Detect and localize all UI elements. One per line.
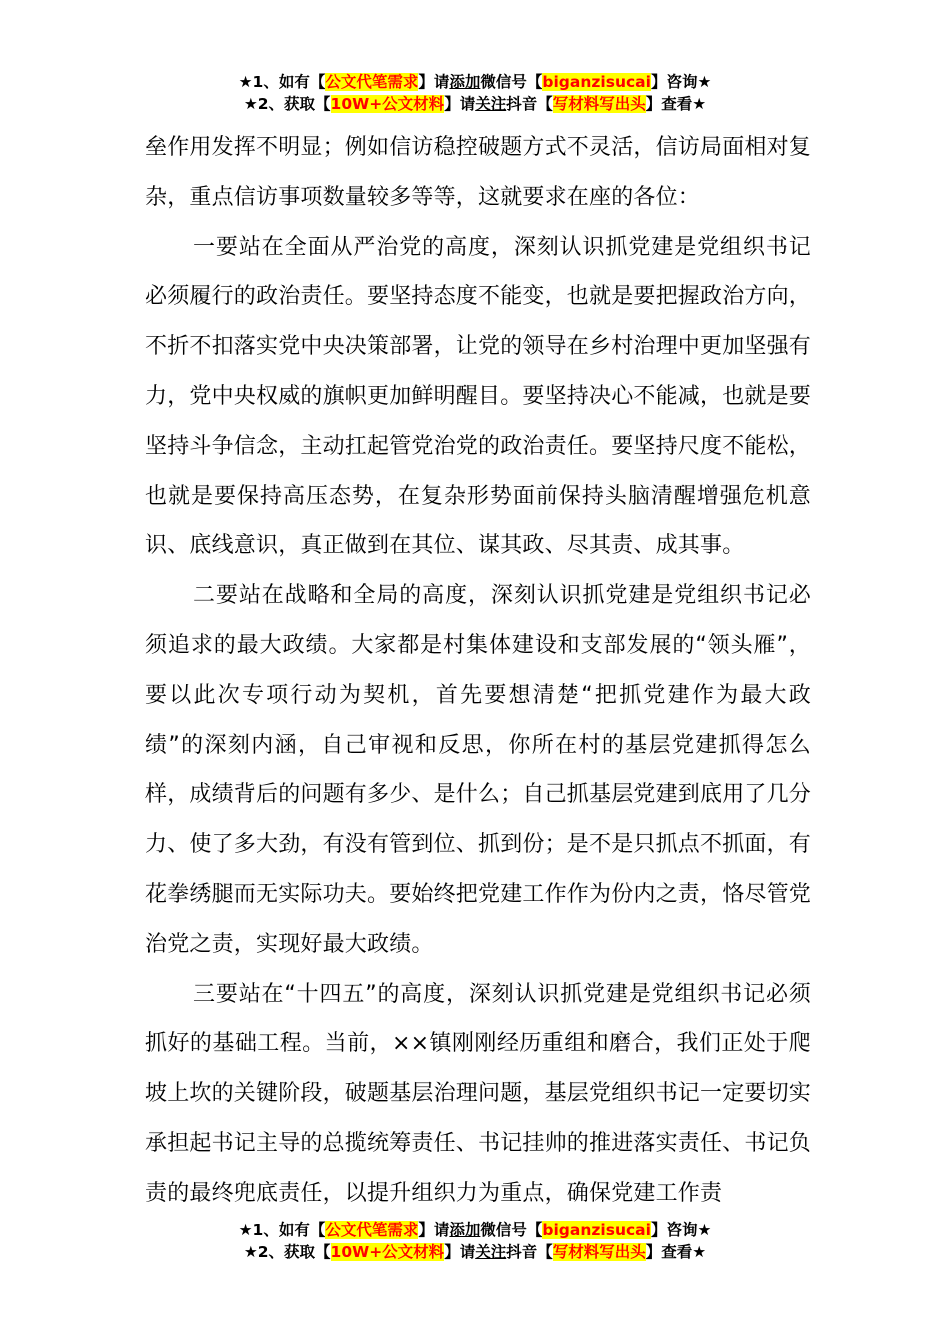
paragraph-continuation: 垒作用发挥不明显；例如信访稳控破题方式不灵活，信访局面相对复杂，重点信访事项数量较多等等，这就要求在座的各位： xyxy=(145,135,812,210)
paragraph-point-two: 二要站在战略和全局的高度，深刻认识抓党建是党组织书记必须追求的最大政绩。大家都是村集体建设和支部发展的“领头雁”，要以此次专项行动为契机，首先要想清楚“把抓党建作为最大政绩”的深刻内涵，自己审视和反思，你所在村的基层党建抓得怎么样，成绩背后的问题有多少、是什么；自己抓基层党建到底用了几分力、使了多大劲，有没有管到位、抓到份；是不是只抓点不抓面，有花拳绣腿而无实际功夫。要始终把党建工作作为份内之责，恪尽管党治党之责，实现好最大政绩。 xyxy=(145,583,812,957)
paragraph-point-one: 一要站在全面从严治党的高度，深刻认识抓党建是党组织书记必须履行的政治责任。要坚持态度不能变，也就是要把握政治方向，不折不扣落实党中央决策部署，让党的领导在乡村治理中更加坚强有力，党中央权威的旗帜更加鲜明醒目。要坚持决心不能减，也就是要坚持斗争信念，主动扛起管党治党的政治责任。要坚持尺度不能松，也就是要保持高压态势，在复杂形势面前保持头脑清醒增强危机意识、底线意识，真正做到在其位、谋其政、尽其责、成其事。 xyxy=(145,234,812,559)
paragraph-point-three: 三要站在“十四五”的高度，深刻认识抓党建是党组织书记必须抓好的基础工程。当前，××镇刚刚经历重组和磨合，我们正处于爬坡上坎的关键阶段，破题基层治理问题，基层党组织书记一定要切实承担起书记主导的总揽统筹责任、书记挂帅的推进落实责任、书记负责的最终兜底责任，以提升组织力为重点，确保党建工作责 xyxy=(145,981,812,1206)
banner-underline: 添加 xyxy=(449,1221,481,1239)
banner-highlight: biganzisucai xyxy=(542,73,651,91)
banner-highlight: 10W+公文材料 xyxy=(330,1243,445,1261)
banner-highlight: 写材料写出头 xyxy=(552,1243,646,1261)
banner-text: 】查看★ xyxy=(645,95,707,113)
banner-line-2 xyxy=(0,1241,950,1263)
banner-line-1 xyxy=(0,71,950,93)
banner-text: 抖音【 xyxy=(506,1243,553,1261)
banner-text: 】请 xyxy=(418,1221,450,1239)
document-body xyxy=(145,123,811,1219)
banner-text: 微信号【 xyxy=(480,73,543,91)
banner-highlight: 公文代笔需求 xyxy=(325,73,419,91)
banner-line-1 xyxy=(0,1219,950,1241)
banner-highlight: biganzisucai xyxy=(542,1221,651,1239)
banner-text: 微信号【 xyxy=(480,1221,543,1239)
banner-line-2 xyxy=(0,93,950,115)
banner-underline: 关注 xyxy=(475,1243,507,1261)
banner-text: 】请 xyxy=(418,73,450,91)
banner-highlight: 写材料写出头 xyxy=(552,95,646,113)
banner-text: 】请 xyxy=(444,95,476,113)
banner-text: 】请 xyxy=(444,1243,476,1261)
banner-text: ★1、如有【 xyxy=(238,1221,326,1239)
banner-underline: 关注 xyxy=(475,95,507,113)
banner-highlight: 公文代笔需求 xyxy=(325,1221,419,1239)
banner-text: ★1、如有【 xyxy=(238,73,326,91)
banner-text: 抖音【 xyxy=(506,95,553,113)
header-banner xyxy=(0,71,950,115)
banner-text: 】咨询★ xyxy=(650,1221,712,1239)
banner-highlight: 10W+公文材料 xyxy=(330,95,445,113)
footer-banner xyxy=(0,1219,950,1263)
banner-text: ★2、获取【 xyxy=(243,95,331,113)
banner-text: 】查看★ xyxy=(645,1243,707,1261)
banner-underline: 添加 xyxy=(449,73,481,91)
banner-text: 】咨询★ xyxy=(650,73,712,91)
banner-text: ★2、获取【 xyxy=(243,1243,331,1261)
